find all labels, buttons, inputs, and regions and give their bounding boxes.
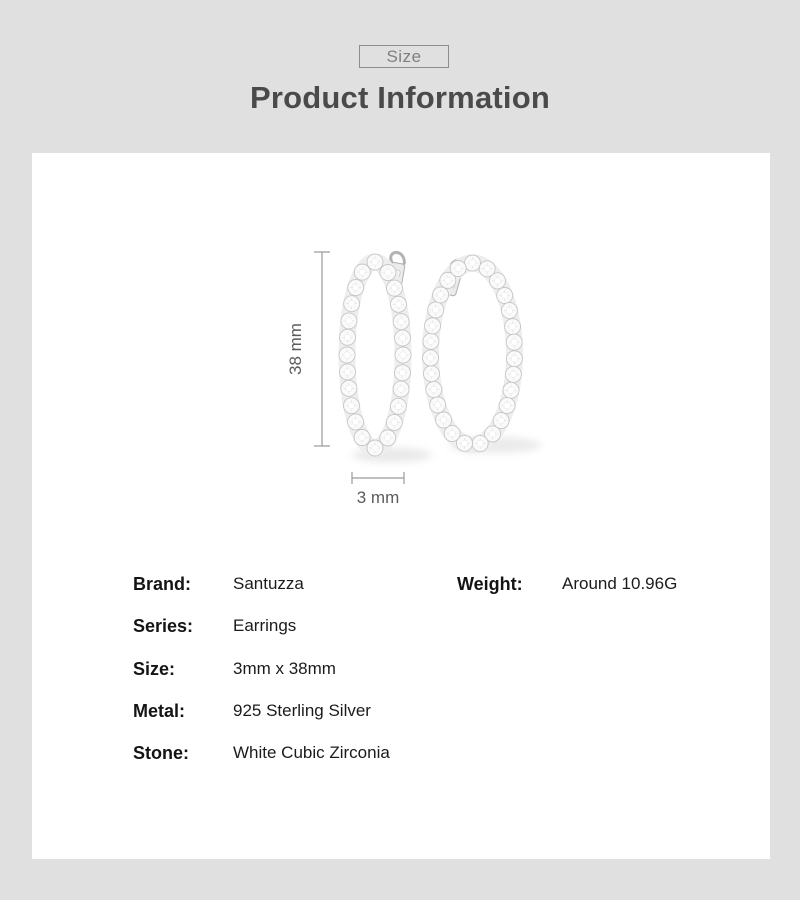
product-card	[32, 153, 770, 859]
spec-label-metal: Metal:	[133, 701, 186, 721]
spec-label-size: Size:	[133, 659, 176, 679]
spec-value-stone: White Cubic Zirconia	[233, 743, 390, 762]
spec-value-series: Earrings	[233, 616, 297, 635]
spec-label-stone: Stone:	[133, 743, 189, 763]
spec-value-metal: 925 Sterling Silver	[233, 701, 371, 720]
spec-list	[32, 153, 770, 859]
page-title: Product Information	[249, 80, 550, 115]
height-dimension-label: 38 mm	[286, 323, 305, 375]
spec-value-brand: Santuzza	[233, 574, 304, 593]
spec-value-size: 3mm x 38mm	[233, 659, 336, 678]
spec-label-brand: Brand:	[133, 574, 191, 594]
spec-label-weight: Weight:	[457, 574, 523, 594]
spec-label-series: Series:	[133, 616, 194, 636]
width-dimension-label: 3 mm	[356, 488, 400, 507]
spec-value-weight: Around 10.96G	[562, 574, 678, 593]
size-tag	[359, 45, 449, 68]
size-tag-label: Size	[386, 46, 422, 66]
